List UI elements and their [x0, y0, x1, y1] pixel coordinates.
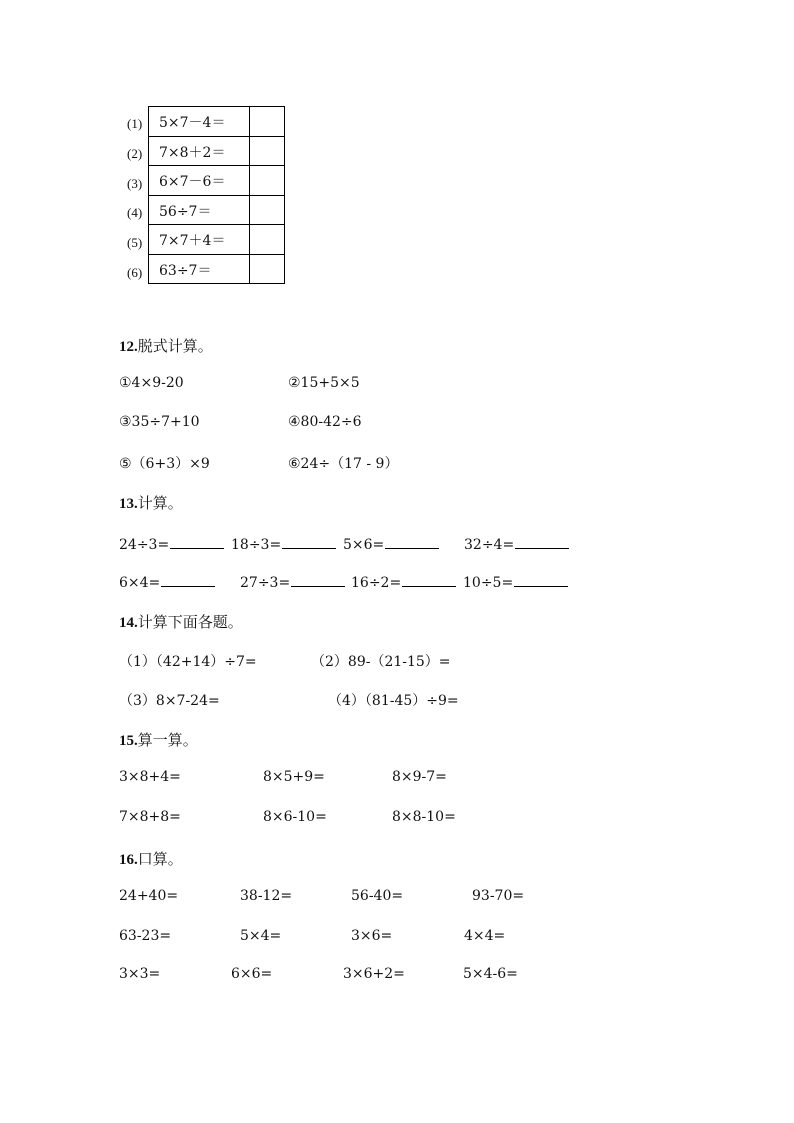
- q16-item-5: 63-23=: [119, 928, 172, 944]
- table-row-expression: 7×7＋4＝: [159, 233, 226, 250]
- q16-item-8: 4×4=: [464, 928, 506, 944]
- answer-blank[interactable]: [402, 572, 456, 587]
- q13-item-8: 10÷5=: [463, 572, 568, 591]
- q16-item-9: 3×3=: [119, 966, 161, 982]
- calculation-table: [148, 106, 285, 284]
- q16-item-1: 24+40=: [119, 888, 179, 904]
- q15-item-3: 8×9-7=: [392, 769, 447, 785]
- row-label-2: (2): [127, 146, 143, 161]
- question-number: 12.: [119, 339, 138, 355]
- table-answer-cell[interactable]: [250, 166, 284, 195]
- q15-item-2: 8×5+9=: [263, 769, 325, 785]
- q13-item-4: 32÷4=: [464, 534, 569, 553]
- question-title: 脱式计算。: [137, 337, 213, 355]
- q16-item-6: 5×4=: [240, 928, 282, 944]
- question-16-heading: [119, 848, 183, 869]
- q12-item-3: ③35÷7+10: [119, 414, 200, 430]
- table-answer-cell[interactable]: [250, 196, 284, 225]
- answer-blank[interactable]: [282, 534, 336, 549]
- answer-blank[interactable]: [385, 534, 439, 549]
- table-row: [149, 166, 284, 196]
- q12-item-4: ④80-42÷6: [288, 414, 362, 430]
- q15-item-1: 3×8+4=: [119, 769, 181, 785]
- row-label-3: (3): [127, 176, 143, 191]
- table-answer-cell[interactable]: [250, 107, 284, 136]
- table-row: [149, 107, 284, 137]
- q15-item-4: 7×8+8=: [119, 809, 181, 825]
- answer-blank[interactable]: [161, 572, 215, 587]
- q16-item-11: 3×6+2=: [343, 966, 405, 982]
- question-12-heading: [119, 335, 213, 356]
- question-title: 计算下面各题。: [137, 613, 243, 631]
- table-row: [149, 255, 284, 285]
- q13-item-7: 16÷2=: [351, 572, 456, 591]
- q14-item-3: （3）8×7-24=: [119, 693, 220, 709]
- question-title: 口算。: [137, 850, 183, 868]
- answer-blank[interactable]: [515, 534, 569, 549]
- question-15-heading: [119, 729, 198, 750]
- answer-blank[interactable]: [514, 572, 568, 587]
- table-row-expression: 7×8＋2＝: [159, 144, 226, 161]
- q16-item-2: 38-12=: [240, 888, 293, 904]
- q13-item-6: 27÷3=: [240, 572, 345, 591]
- q14-item-2: （2）89-（21-15）=: [311, 654, 451, 670]
- q16-item-10: 6×6=: [231, 966, 273, 982]
- q12-item-6: ⑥24÷（17 - 9）: [288, 456, 399, 472]
- row-label-6: (6): [127, 265, 143, 280]
- table-answer-cell[interactable]: [250, 225, 284, 254]
- row-label-1: (1): [127, 116, 143, 131]
- q16-item-12: 5×4-6=: [463, 966, 518, 982]
- table-answer-cell[interactable]: [250, 137, 284, 166]
- question-number: 15.: [119, 733, 138, 749]
- question-number: 14.: [119, 615, 138, 631]
- row-label-4: (4): [127, 205, 143, 220]
- q16-item-4: 93-70=: [472, 888, 525, 904]
- q15-item-6: 8×8-10=: [392, 809, 456, 825]
- table-row-expression: 6×7－6＝: [159, 174, 226, 191]
- q12-item-1: ①4×9-20: [119, 375, 184, 391]
- question-title: 计算。: [137, 494, 183, 512]
- question-14-heading: [119, 611, 243, 632]
- question-number: 13.: [119, 496, 138, 512]
- answer-blank[interactable]: [291, 572, 345, 587]
- question-number: 16.: [119, 852, 138, 868]
- table-row-expression: 56÷7＝: [159, 203, 212, 220]
- q13-item-5: 6×4=: [119, 572, 215, 591]
- q13-item-3: 5×6=: [343, 534, 439, 553]
- answer-blank[interactable]: [170, 534, 224, 549]
- row-label-5: (5): [127, 235, 143, 250]
- q15-item-5: 8×6-10=: [263, 809, 327, 825]
- q14-item-1: （1）（42+14）÷7=: [119, 654, 257, 670]
- table-answer-cell[interactable]: [250, 255, 284, 285]
- q16-item-7: 3×6=: [351, 928, 393, 944]
- table-row: [149, 137, 284, 167]
- table-row: [149, 196, 284, 226]
- q12-item-2: ②15+5×5: [288, 375, 360, 391]
- table-row-expression: 5×7－4＝: [159, 115, 226, 131]
- question-title: 算一算。: [137, 731, 198, 749]
- question-13-heading: [119, 492, 183, 513]
- table-row: [149, 225, 284, 255]
- q14-item-4: （4）（81-45）÷9=: [328, 693, 459, 709]
- table-row-expression: 63÷7＝: [159, 263, 212, 279]
- q12-item-5: ⑤（6+3）×9: [119, 456, 210, 472]
- q16-item-3: 56-40=: [351, 888, 404, 904]
- q13-item-1: 24÷3=: [119, 534, 224, 553]
- q13-item-2: 18÷3=: [231, 534, 336, 553]
